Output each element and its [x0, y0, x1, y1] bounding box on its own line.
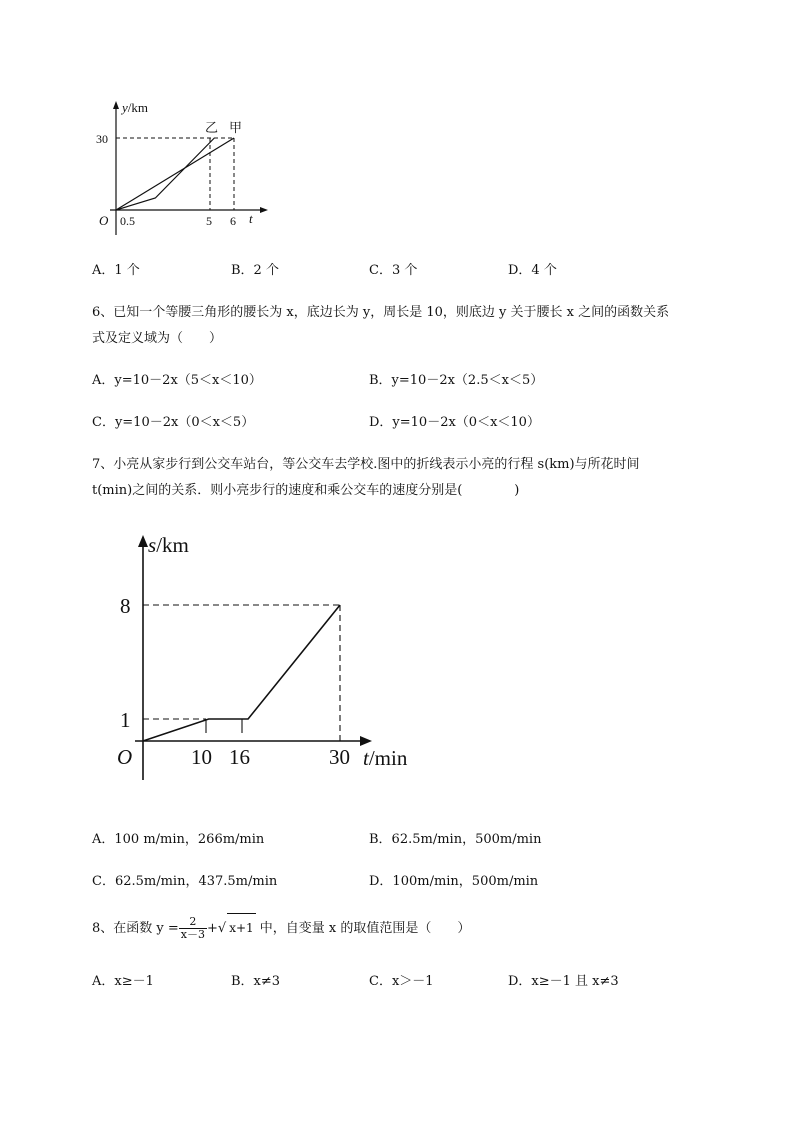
chart1-origin-label: O: [99, 213, 109, 228]
chart1-series-jia-label: 甲: [229, 120, 243, 135]
q7-option-b[interactable]: B．62.5m/min，500m/min: [369, 832, 542, 847]
chart1-x-tick-6: 6: [230, 214, 236, 228]
chart2-origin-label: O: [117, 745, 133, 769]
chart1-y-tick-30: 30: [96, 132, 108, 146]
q8-option-b[interactable]: B．x≠3: [231, 974, 281, 989]
chart-distance-time-jia-yi: [90, 95, 280, 240]
q8-fraction: [179, 916, 207, 941]
chart1-y-axis-arrow: [113, 101, 119, 109]
q6-question-line1: 6、已知一个等腰三角形的腰长为 x，底边长为 y，周长是 10，则底边 y 关于腰长 x 之间的函数关系: [92, 305, 670, 320]
q8-sqrt-sign: √: [217, 921, 227, 936]
chart1-x-axis-arrow: [260, 207, 268, 213]
q6-option-a[interactable]: A．y=10－2x（5＜x＜10）: [92, 373, 262, 388]
q7-question-line2: t(min)之间的关系．则小亮步行的速度和乘公交车的速度分别是( ): [92, 483, 520, 498]
q8-suffix: 中，自变量 x 的取值范围是（ ）: [255, 921, 471, 936]
chart-walk-bus-distance-time: [100, 525, 430, 790]
chart1-y-label: y/km: [122, 100, 149, 115]
q8-fraction-numerator: 2: [189, 915, 197, 928]
q6-option-d[interactable]: D．y=10－2x（0＜x＜10）: [369, 415, 540, 430]
q6-option-c[interactable]: C．y=10－2x（0＜x＜5）: [92, 415, 255, 430]
chart1-x-tick-0.5: 0.5: [120, 214, 135, 228]
chart1-x-label: t: [249, 211, 253, 226]
q8-option-a[interactable]: A．x≥－1: [92, 974, 154, 989]
chart1-series-yi-label: 乙: [205, 120, 219, 135]
q6-option-b[interactable]: B．y=10－2x（2.5＜x＜5）: [369, 373, 544, 388]
q8-option-d[interactable]: D．x≥－1 且 x≠3: [508, 974, 619, 989]
chart2-y-tick-1: 1: [120, 708, 131, 732]
q8-fraction-denominator: x－3: [180, 928, 205, 941]
q8-option-c[interactable]: C．x＞－1: [369, 974, 434, 989]
q8-sqrt-body: x+1: [227, 913, 255, 942]
chart1-series-jia-line: [116, 138, 234, 210]
q8-question: [92, 913, 470, 943]
chart1-x-tick-5: 5: [206, 214, 212, 228]
q5-option-c[interactable]: C．3 个: [369, 263, 418, 278]
chart2-y-label: s/km: [148, 533, 189, 557]
q8-prefix: 8、在函数 y =: [92, 921, 179, 936]
chart2-y-axis-arrow: [138, 535, 148, 547]
q7-option-a[interactable]: A．100 m/min，266m/min: [92, 832, 265, 847]
chart2-x-tick-10: 10: [191, 745, 212, 769]
chart2-x-tick-16: 16: [229, 745, 250, 769]
q7-option-d[interactable]: D．100m/min，500m/min: [369, 874, 539, 889]
chart2-x-axis-arrow: [360, 736, 372, 746]
chart2-x-label: t/min: [363, 746, 408, 770]
chart1-series-yi-line: [116, 138, 214, 210]
q8-plus: +: [206, 921, 218, 936]
q5-option-d[interactable]: D．4 个: [508, 263, 557, 278]
chart2-y-tick-8: 8: [120, 594, 131, 618]
q5-option-b[interactable]: B．2 个: [231, 263, 279, 278]
q6-question-line2: 式及定义域为（ ）: [92, 331, 223, 346]
chart2-x-tick-30: 30: [329, 745, 350, 769]
q7-option-c[interactable]: C．62.5m/min，437.5m/min: [92, 874, 278, 889]
q7-question-line1: 7、小亮从家步行到公交车站台，等公交车去学校.图中的折线表示小亮的行程 s(km)与所花时间: [92, 457, 640, 472]
q5-option-a[interactable]: A．1 个: [92, 263, 140, 278]
